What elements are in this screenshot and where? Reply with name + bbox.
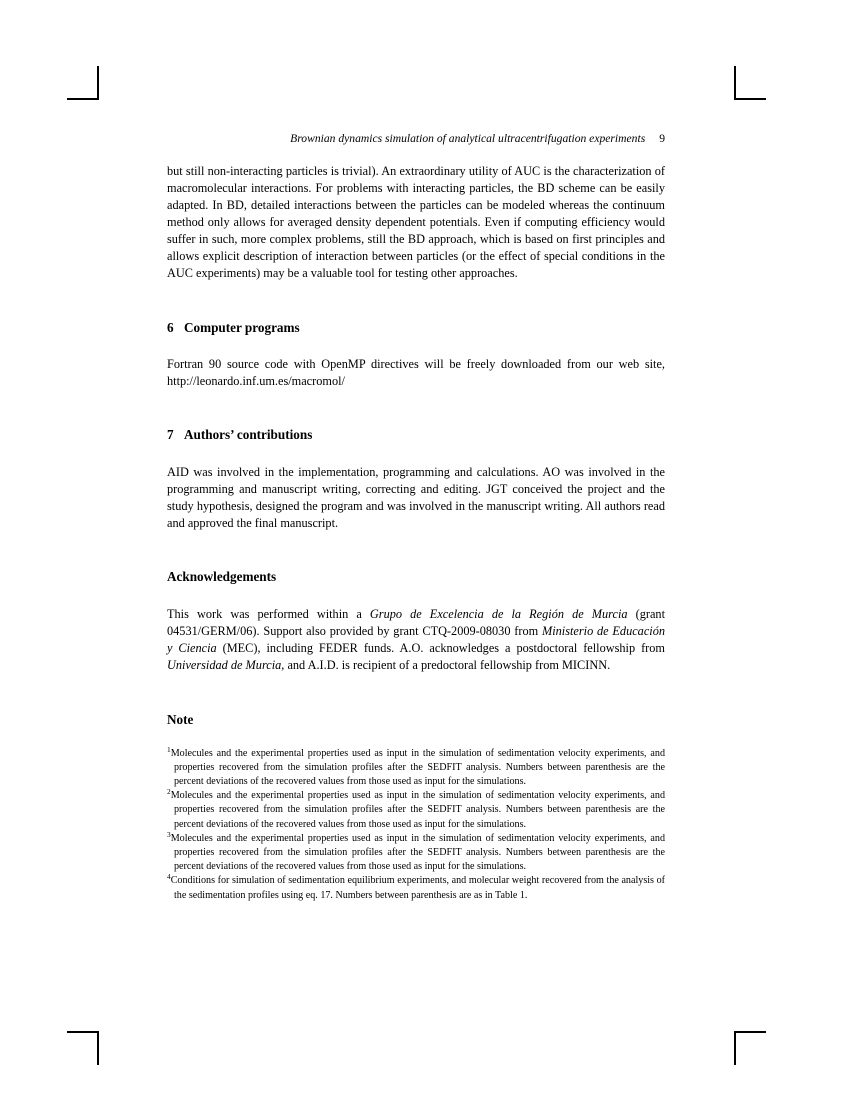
crop-mark-horizontal-rule bbox=[735, 98, 766, 100]
spacer bbox=[167, 444, 665, 464]
crop-mark-vertical-rule bbox=[97, 66, 99, 100]
spacer bbox=[167, 586, 665, 606]
note-item bbox=[167, 829, 665, 875]
crop-mark-top-right bbox=[734, 66, 766, 100]
note-heading: Note bbox=[167, 712, 194, 727]
note-marker: 3 bbox=[167, 829, 171, 839]
crop-mark-horizontal-rule bbox=[67, 1031, 98, 1033]
authors-contributions-paragraph: AID was involved in the implementation, programming and calculations. AO was involved in the programming and manuscript writing, correcting and editing. JGT conceived the project and the study hypothesis, designed the program and was involved in the manuscript writing. All authors read and approved the final manuscript. bbox=[167, 464, 665, 531]
note-text: Conditions for simulation of sedimentation equilibrium experiments, and molecular weight recovered from the analysis of the sedimentation profiles using eq. 17. Numbers between parenthesis are as in Table 1. bbox=[170, 875, 665, 901]
note-item bbox=[167, 744, 665, 790]
section-number: 6 bbox=[167, 319, 174, 335]
note-text: Molecules and the experimental properties used as input in the simulation of sedimentation velocity experiments, and properties recovered from the simulation profiles after the SEDFIT analysis. Numbers between parenthesis are the percent deviations of the recovered values from those used as input for the simulations. bbox=[170, 747, 665, 787]
section-title: Authors’ contributions bbox=[184, 427, 313, 443]
note-marker: 2 bbox=[167, 787, 171, 797]
computer-programs-paragraph: Fortran 90 source code with OpenMP directives will be freely downloaded from our web site, http://leonardo.inf.um.es/macromol/ bbox=[167, 357, 665, 389]
note-text: Molecules and the experimental properties used as input in the simulation of sedimentation velocity experiments, and properties recovered from the simulation profiles after the SEDFIT analysis. Numbers between parenthesis are the percent deviations of the recovered values from those used as input for the simulations. bbox=[170, 832, 665, 873]
section-heading-computer-programs bbox=[167, 320, 665, 337]
spacer bbox=[167, 390, 665, 427]
ack-text-part-3: (MEC), including FEDER funds. A.O. acknowledges a postdoctoral fellowship from bbox=[216, 640, 665, 655]
crop-mark-horizontal-rule bbox=[67, 98, 98, 100]
note-item bbox=[167, 874, 665, 902]
running-head-title: Brownian dynamics simulation of analytical ultracentrifugation experiments bbox=[290, 132, 646, 145]
continued-paragraph: but still non-interacting particles is trivial). An extraordinary utility of AUC is the characterization of macromolecular interactions. For problems with interacting particles, the BD scheme can be easily adapted. In BD, detailed interactions between the particles can be modeled whereas the continuum method only allows for averaged density dependent potentials. Even if computing efficiency would suffer in such, more complex problems, still the BD approach, which is based on first principles and allows explicit description of interaction between particles (or the effect of special conditions in the AUC experiments) may be a valuable tool for testing other approaches. bbox=[167, 163, 665, 281]
ack-italic-grupo-excelencia: Grupo de Excelencia de la Región de Murcia bbox=[369, 606, 628, 621]
ack-text-part-2: (grant 04531/GERM/06). Support also provided by grant CTQ-2009-08030 from bbox=[167, 606, 665, 638]
page-number: 9 bbox=[659, 132, 665, 145]
note-list bbox=[167, 744, 665, 903]
ack-text-part-1: This work was performed within a bbox=[167, 606, 370, 621]
section-heading-authors-contributions bbox=[167, 427, 665, 444]
spacer bbox=[167, 729, 665, 747]
spacer bbox=[167, 674, 665, 712]
page-text-block bbox=[167, 132, 665, 903]
crop-mark-vertical-rule bbox=[97, 1031, 99, 1065]
note-item bbox=[167, 789, 665, 832]
crop-mark-vertical-rule bbox=[734, 1031, 736, 1065]
crop-mark-vertical-rule bbox=[734, 66, 736, 100]
note-marker: 1 bbox=[167, 744, 171, 754]
crop-mark-bottom-right bbox=[734, 1031, 766, 1065]
acknowledgements-paragraph bbox=[167, 606, 665, 674]
acknowledgements-heading: Acknowledgements bbox=[167, 569, 277, 585]
running-head bbox=[167, 132, 665, 146]
spacer bbox=[167, 336, 665, 356]
section-number: 7 bbox=[167, 427, 174, 443]
crop-mark-horizontal-rule bbox=[735, 1031, 766, 1033]
crop-mark-top-left bbox=[67, 66, 99, 100]
ack-italic-ministerio: Ministerio de Educación y Ciencia bbox=[167, 623, 666, 655]
spacer bbox=[167, 283, 665, 320]
ack-italic-universidad: Universidad de Murcia bbox=[167, 657, 282, 672]
crop-mark-bottom-left bbox=[67, 1031, 99, 1065]
spacer bbox=[167, 532, 665, 569]
note-text: Molecules and the experimental properties used as input in the simulation of sedimentation velocity experiments, and properties recovered from the simulation profiles after the SEDFIT analysis. Numbers between parenthesis are the percent deviations of the recovered values from those used as input for the simulations. bbox=[170, 790, 665, 830]
ack-text-part-4: , and A.I.D. is recipient of a predoctoral fellowship from MICINN. bbox=[281, 657, 611, 672]
section-title: Computer programs bbox=[184, 319, 300, 335]
note-marker: 4 bbox=[167, 872, 171, 882]
